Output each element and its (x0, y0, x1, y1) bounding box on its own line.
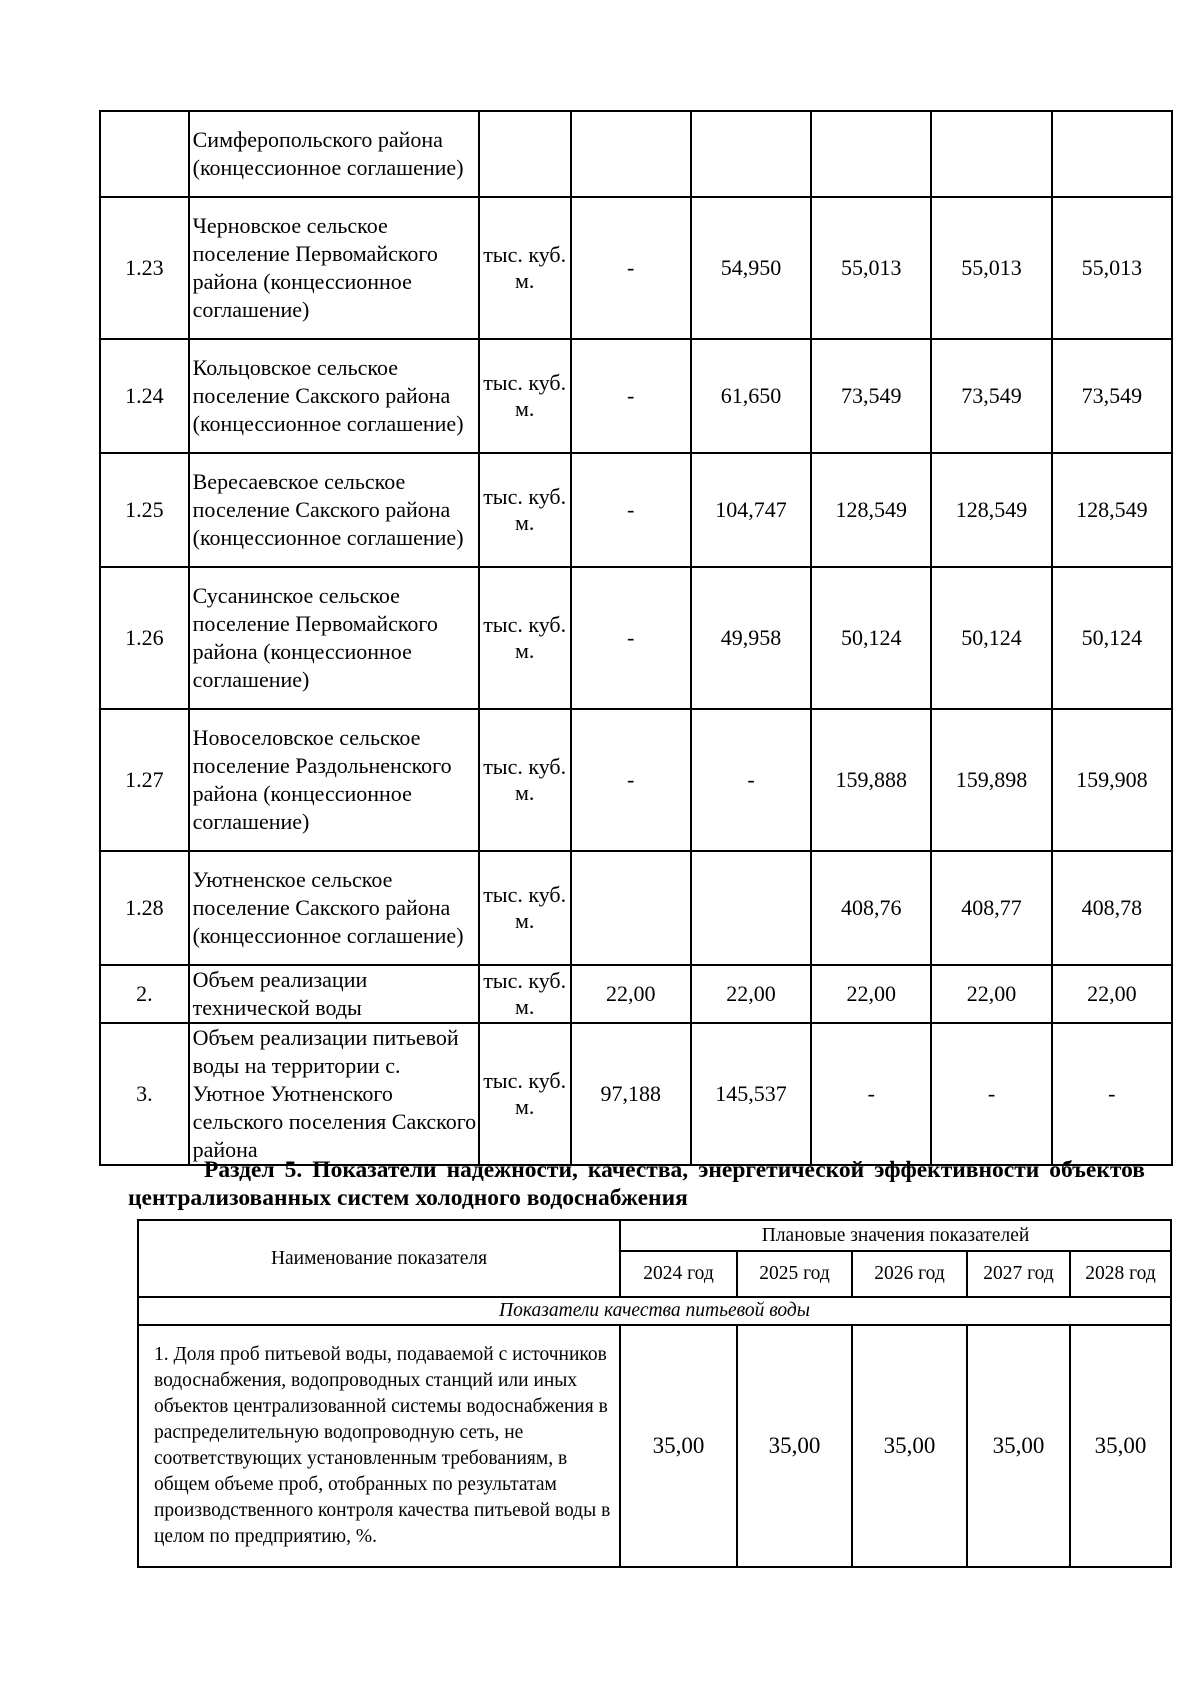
indicator-value: 35,00 (620, 1325, 737, 1567)
row-value (571, 111, 691, 197)
row-unit: тыс. куб. м. (479, 709, 571, 851)
table-row (100, 111, 1172, 197)
row-value: 97,188 (571, 1023, 691, 1165)
row-name: Объем реализации технической воды (189, 965, 479, 1023)
row-name: Черновское сельское поселение Первомайского района (концессионное соглашение) (189, 197, 479, 339)
row-value: - (931, 1023, 1051, 1165)
row-number: 2. (100, 965, 189, 1023)
table-row (138, 1325, 1171, 1567)
column-header-planned: Плановые значения показателей (620, 1220, 1171, 1251)
year-header: 2025 год (737, 1251, 852, 1297)
row-value (931, 111, 1051, 197)
row-number: 1.28 (100, 851, 189, 965)
row-name: Объем реализации питьевой воды на территории с. Уютное Уютненского сельского поселения Сакского района (189, 1023, 479, 1165)
row-value: 50,124 (931, 567, 1051, 709)
table-row (100, 339, 1172, 453)
row-value: - (691, 709, 811, 851)
row-number: 1.26 (100, 567, 189, 709)
table-row (100, 709, 1172, 851)
row-value: - (571, 709, 691, 851)
row-value: 159,888 (811, 709, 931, 851)
row-value (811, 111, 931, 197)
row-value: 54,950 (691, 197, 811, 339)
row-number: 1.25 (100, 453, 189, 567)
row-name: Кольцовское сельское поселение Сакского района (концессионное соглашение) (189, 339, 479, 453)
row-value: 408,78 (1052, 851, 1172, 965)
table-row (100, 1023, 1172, 1165)
row-unit: тыс. куб. м. (479, 453, 571, 567)
table-row (100, 851, 1172, 965)
row-value: 159,898 (931, 709, 1051, 851)
year-header: 2026 год (852, 1251, 967, 1297)
row-value: 49,958 (691, 567, 811, 709)
row-value: 61,650 (691, 339, 811, 453)
row-value: - (1052, 1023, 1172, 1165)
quality-indicators-table (137, 1219, 1172, 1568)
row-value (1052, 111, 1172, 197)
row-unit (479, 111, 571, 197)
row-value: - (571, 567, 691, 709)
row-value: 73,549 (811, 339, 931, 453)
year-header: 2027 год (967, 1251, 1070, 1297)
column-header-indicator: Наименование показателя (138, 1220, 620, 1297)
row-value: 159,908 (1052, 709, 1172, 851)
row-value: - (571, 339, 691, 453)
indicator-value: 35,00 (737, 1325, 852, 1567)
row-value: 145,537 (691, 1023, 811, 1165)
row-value: - (811, 1023, 931, 1165)
row-value: 55,013 (1052, 197, 1172, 339)
row-name: Новоселовское сельское поселение Раздольненского района (концессионное соглашение) (189, 709, 479, 851)
section-heading: Раздел 5. Показатели надежности, качества, энергетической эффективности объектов централизованных систем холодного водоснабжения (128, 1157, 1145, 1211)
row-value: 408,77 (931, 851, 1051, 965)
row-name: Вересаевское сельское поселение Сакского района (концессионное соглашение) (189, 453, 479, 567)
indicator-value: 35,00 (852, 1325, 967, 1567)
table-row (100, 453, 1172, 567)
row-number: 1.27 (100, 709, 189, 851)
indicator-name: 1. Доля проб питьевой воды, подаваемой с источников водоснабжения, водопроводных станций или иных объектов централизованной системы водоснабжения в распределительную водопроводную сеть, не соответствующих установленным требованиям, в общем объеме проб, отобранных по результатам производственного контроля качества питьевой воды в целом по предприятию, %. (138, 1325, 620, 1567)
row-value: 50,124 (1052, 567, 1172, 709)
row-number: 1.24 (100, 339, 189, 453)
row-value: 55,013 (931, 197, 1051, 339)
row-value (691, 851, 811, 965)
row-name: Симферопольского района (концессионное соглашение) (189, 111, 479, 197)
indicator-value: 35,00 (967, 1325, 1070, 1567)
row-value: - (571, 197, 691, 339)
row-value: 22,00 (691, 965, 811, 1023)
header-row (138, 1220, 1171, 1251)
table-row (100, 965, 1172, 1023)
row-unit: тыс. куб. м. (479, 965, 571, 1023)
row-unit: тыс. куб. м. (479, 567, 571, 709)
row-value: 22,00 (811, 965, 931, 1023)
table-row (100, 567, 1172, 709)
row-value: 22,00 (931, 965, 1051, 1023)
subheader-row (138, 1297, 1171, 1325)
row-name: Уютненское сельское поселение Сакского района (концессионное соглашение) (189, 851, 479, 965)
row-value: 104,747 (691, 453, 811, 567)
indicator-value: 35,00 (1070, 1325, 1171, 1567)
subheader-quality: Показатели качества питьевой воды (138, 1297, 1171, 1325)
row-value: 128,549 (931, 453, 1051, 567)
row-unit: тыс. куб. м. (479, 339, 571, 453)
row-value: 73,549 (1052, 339, 1172, 453)
row-value (691, 111, 811, 197)
table-row (100, 197, 1172, 339)
row-unit: тыс. куб. м. (479, 197, 571, 339)
row-unit: тыс. куб. м. (479, 1023, 571, 1165)
row-value: 128,549 (811, 453, 931, 567)
row-value: - (571, 453, 691, 567)
row-value: 55,013 (811, 197, 931, 339)
row-value: 50,124 (811, 567, 931, 709)
row-value: 22,00 (1052, 965, 1172, 1023)
row-number (100, 111, 189, 197)
volume-table (99, 110, 1173, 1166)
row-value (571, 851, 691, 965)
row-value: 22,00 (571, 965, 691, 1023)
row-value: 408,76 (811, 851, 931, 965)
row-unit: тыс. куб. м. (479, 851, 571, 965)
year-header: 2024 год (620, 1251, 737, 1297)
row-name: Сусанинское сельское поселение Первомайского района (концессионное соглашение) (189, 567, 479, 709)
row-value: 73,549 (931, 339, 1051, 453)
row-value: 128,549 (1052, 453, 1172, 567)
row-number: 1.23 (100, 197, 189, 339)
row-number: 3. (100, 1023, 189, 1165)
year-header: 2028 год (1070, 1251, 1171, 1297)
